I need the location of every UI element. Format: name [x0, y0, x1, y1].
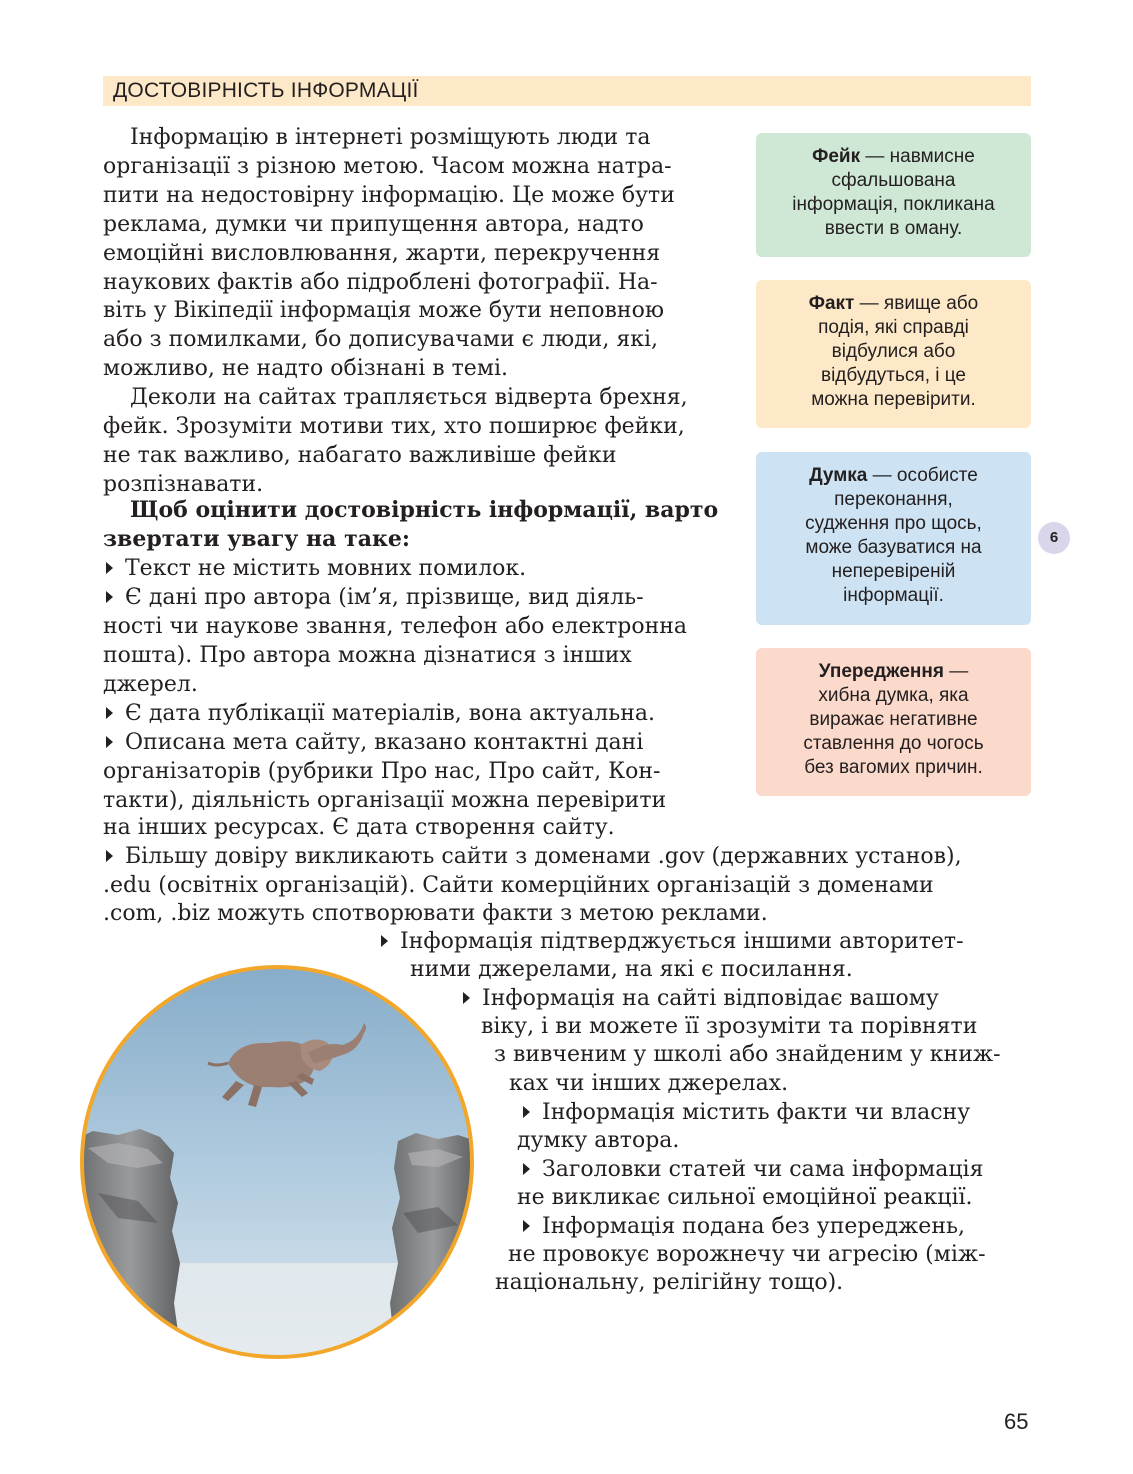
definition-term: Фейк	[812, 146, 861, 167]
criterion-line: не викликає сильної емоційної реакції.	[517, 1185, 973, 1210]
criterion-line: такти), діяльність організації можна перевірити	[103, 788, 667, 813]
criterion-line: організаторів (рубрики Про нас, Про сайт, Кон-	[103, 759, 661, 784]
definition-bias: Упередження — хибна думка, яка виражає негативне ставлення до чогось без вагомих причин.	[756, 648, 1031, 796]
criterion-line: Описана мета сайту, вказано контактні дані	[106, 728, 643, 757]
definition-fact: Факт — явище або подія, які справді відбулися або відбудуться, і це можна перевірити.	[756, 280, 1031, 428]
criterion-line: .edu (освітніх організацій). Сайти комерційних організацій з доменами	[103, 873, 934, 898]
body-line: розпізнавати.	[103, 472, 264, 497]
body-line: Інформацію в інтернеті розміщують люди та	[130, 125, 651, 150]
criterion-line: Інформація на сайті відповідає вашому	[463, 984, 939, 1013]
criterion-line: думку автора.	[517, 1128, 680, 1153]
lead-line: Щоб оцінити достовірність інформації, варто	[130, 497, 719, 523]
body-line: наукових фактів або підроблені фотографії. На-	[103, 270, 658, 295]
criterion-line: .com, .biz можуть спотворювати факти з метою реклами.	[103, 901, 768, 926]
criterion-line: Інформація підтверджується іншими авторитет-	[381, 927, 964, 956]
definition-term: Думка	[809, 465, 868, 486]
criterion-line: не провокує ворожнечу чи агресію (між-	[508, 1242, 986, 1267]
bullet-arrow-icon	[523, 1163, 530, 1175]
page-number: 65	[1004, 1409, 1029, 1434]
bullet-arrow-icon	[523, 1106, 530, 1118]
criterion-line: Текст не містить мовних помилок.	[106, 554, 526, 583]
body-line: емоційні висловлювання, жарти, перекручення	[103, 241, 661, 266]
criterion-line: ними джерелами, на які є посилання.	[410, 957, 853, 982]
criterion-line: Інформація містить факти чи власну	[523, 1098, 970, 1127]
definition-fake: Фейк — навмисне сфальшована інформація, покликана ввести в оману.	[756, 133, 1031, 257]
criterion-line: пошта). Про автора можна дізнатися з інших	[103, 643, 632, 668]
criterion-line: Є дані про автора (ім’я, прізвище, вид діяль-	[106, 583, 644, 612]
body-line: організації з різною метою. Часом можна натра-	[103, 154, 672, 179]
definition-opinion: Думка — особисте переконання, судження про щось, може базуватися на неперевіреній інформації.	[756, 452, 1031, 625]
body-line: можливо, не надто обізнані в темі.	[103, 356, 508, 381]
lead-line: звертати увагу на таке:	[103, 526, 410, 552]
bullet-arrow-icon	[106, 562, 113, 574]
body-line: віть у Вікіпедії інформація може бути неповною	[103, 298, 664, 323]
criterion-line: на інших ресурсах. Є дата створення сайту.	[103, 815, 615, 840]
bullet-arrow-icon	[106, 591, 113, 603]
bullet-arrow-icon	[381, 935, 388, 947]
body-line: реклама, думки чи припущення автора, надто	[103, 212, 644, 237]
criterion-line: Є дата публікації матеріалів, вона актуальна.	[106, 699, 655, 728]
criterion-line: Заголовки статей чи сама інформація	[523, 1155, 983, 1184]
criterion-line: національну, релігійну тощо).	[495, 1270, 844, 1295]
definition-term: Упередження	[818, 661, 944, 682]
criterion-line: Інформація подана без упереджень,	[523, 1212, 965, 1241]
criterion-line: джерел.	[103, 672, 198, 697]
elephant-cliff-illustration	[78, 963, 476, 1361]
definition-term: Факт	[808, 293, 855, 314]
criterion-line: Більшу довіру викликають сайти з доменами .gov (державних установ),	[106, 842, 962, 871]
side-marker-badge: 6	[1038, 522, 1070, 554]
bullet-arrow-icon	[106, 850, 113, 862]
criterion-line: з вивченим у школі або знайденим у книж-	[494, 1042, 1001, 1067]
body-line: пити на недостовірну інформацію. Це може бути	[103, 183, 675, 208]
body-line: Деколи на сайтах трапляється відверта брехня,	[130, 385, 688, 410]
body-line: або з помилками, бо дописувачами є люди, які,	[103, 327, 658, 352]
body-line: не так важливо, набагато важливіше фейки	[103, 443, 617, 468]
bullet-arrow-icon	[523, 1220, 530, 1232]
criterion-line: ках чи інших джерелах.	[509, 1071, 789, 1096]
body-line: фейк. Зрозуміти мотиви тих, хто поширює фейки,	[103, 414, 685, 439]
criterion-line: ності чи наукове звання, телефон або електронна	[103, 614, 688, 639]
section-heading-bar	[103, 76, 1031, 106]
bullet-arrow-icon	[106, 707, 113, 719]
section-title: ДОСТОВІРНІСТЬ ІНФОРМАЦІЇ	[113, 79, 419, 102]
bullet-arrow-icon	[106, 736, 113, 748]
criterion-line: віку, і ви можете її зрозуміти та порівняти	[481, 1014, 978, 1039]
